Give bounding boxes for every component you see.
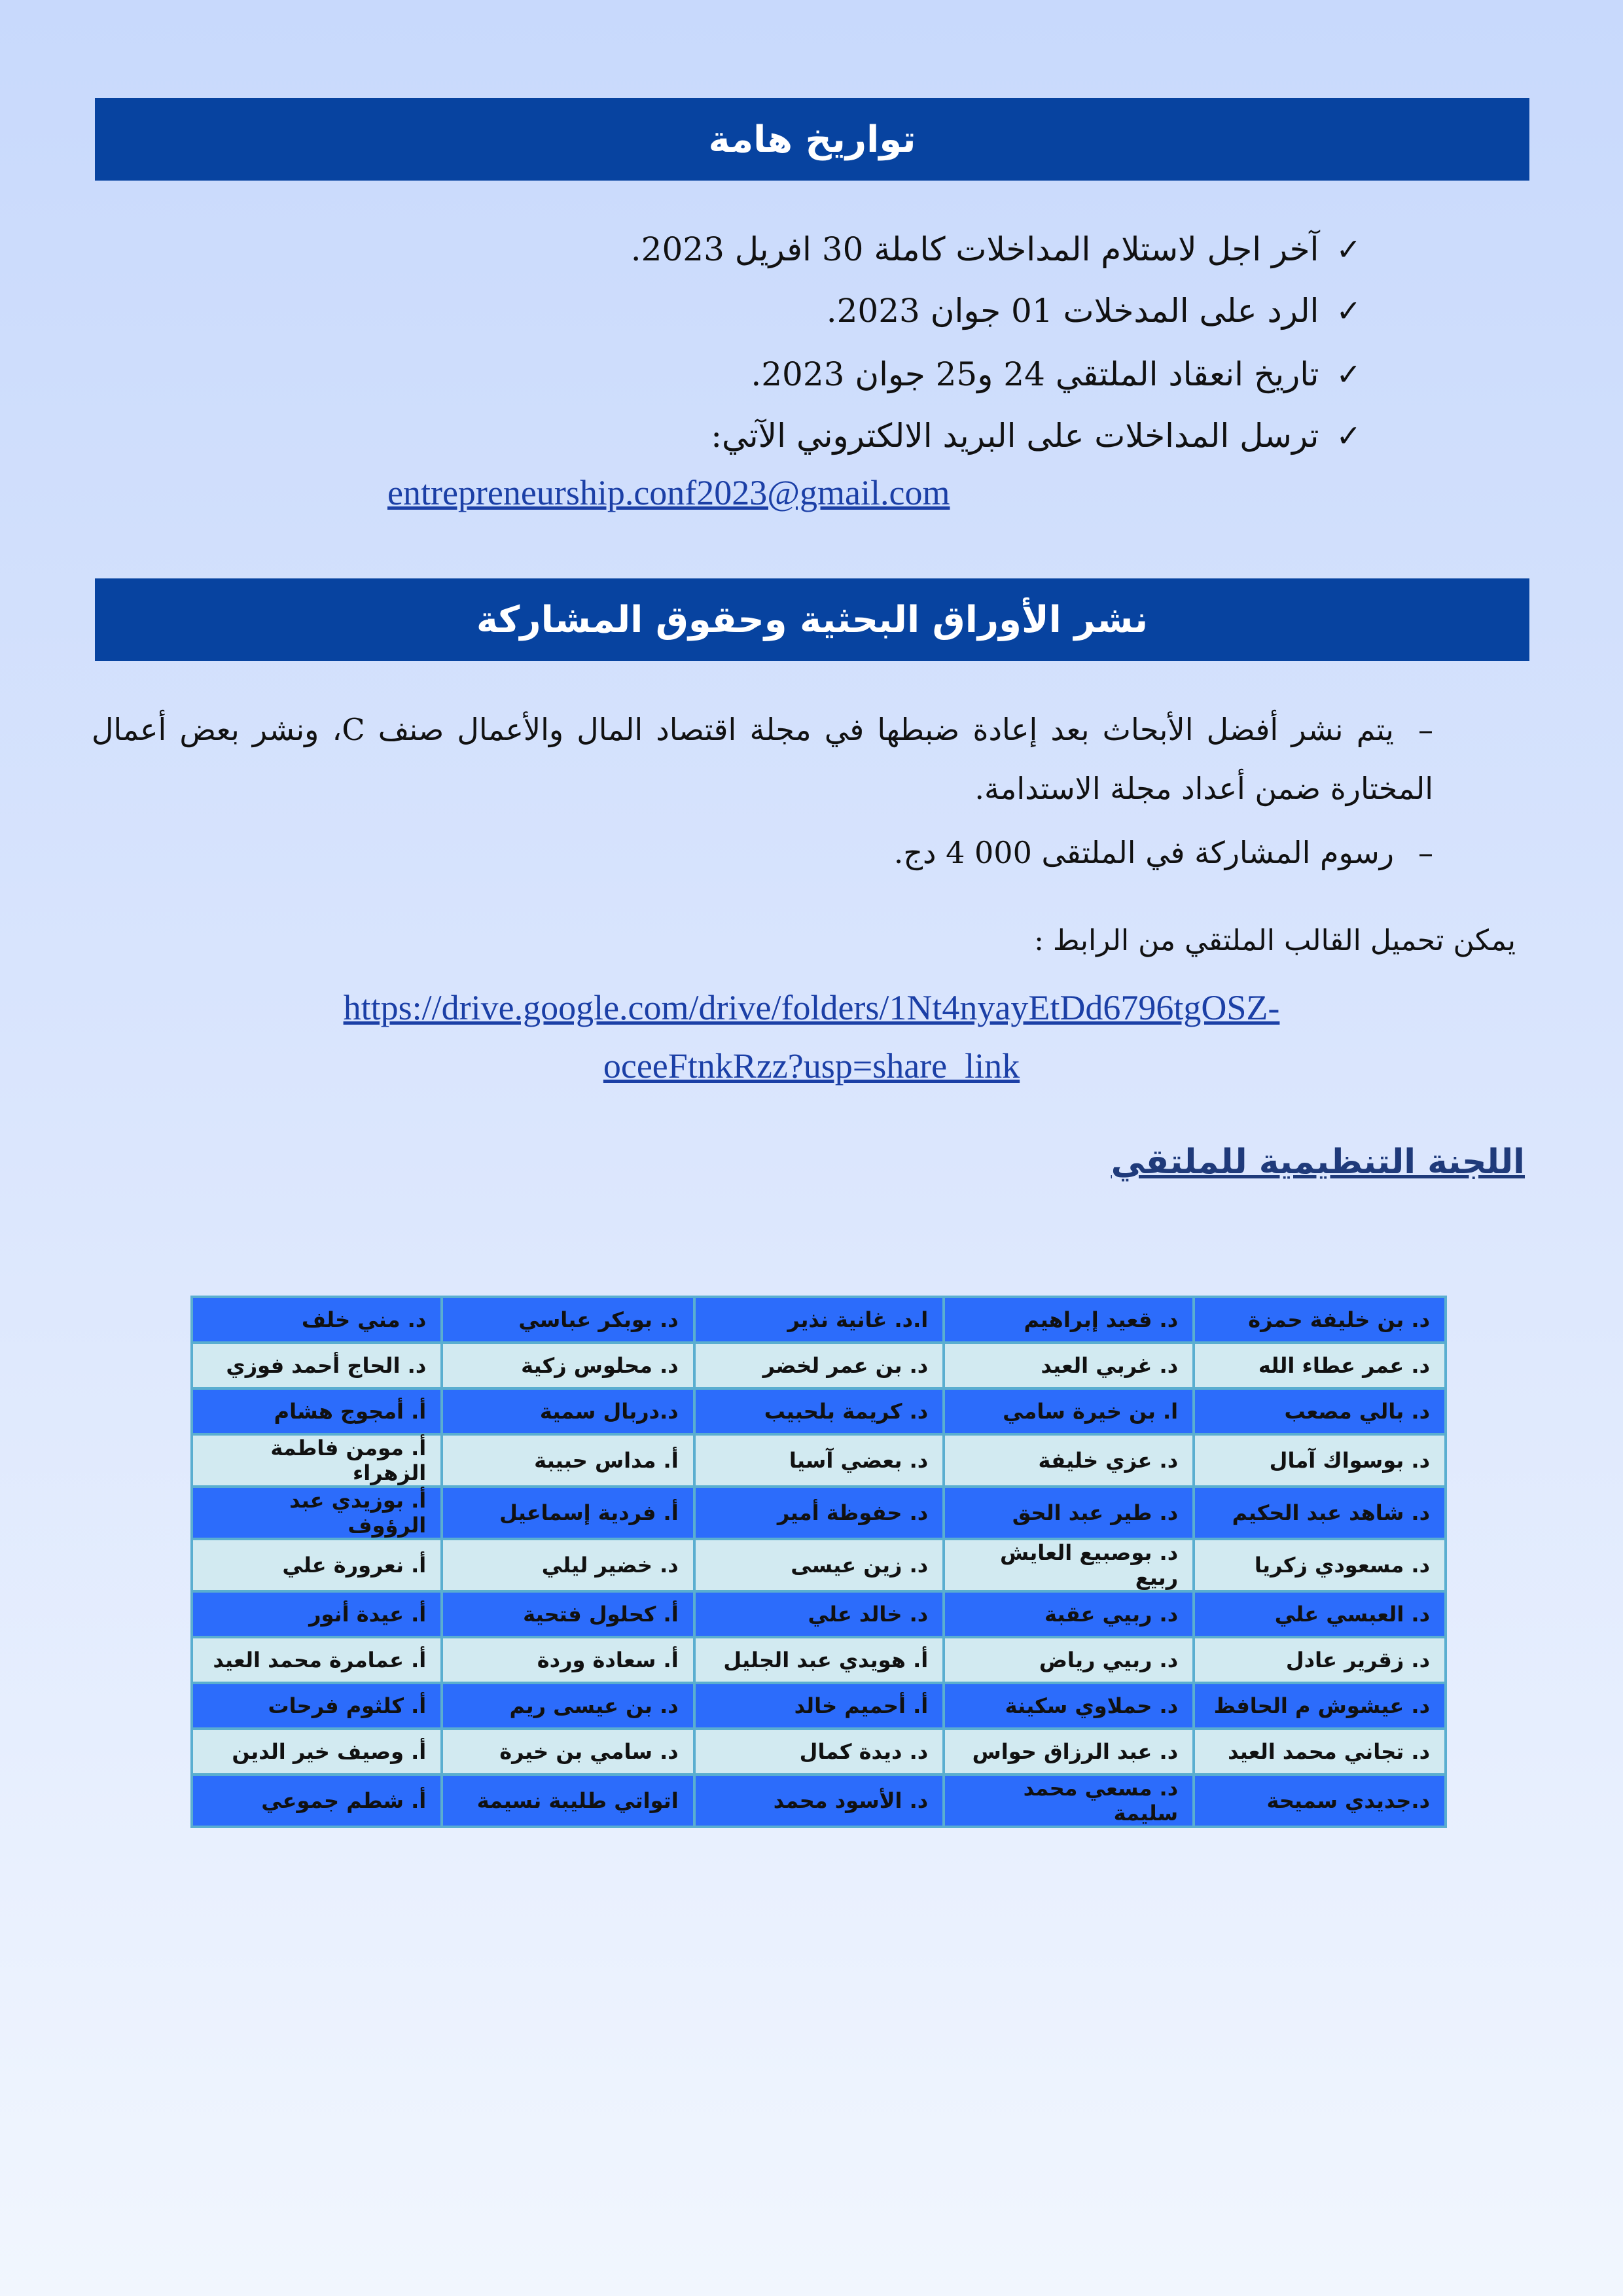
member-cell: د. بوسواك آمال [1194,1434,1446,1487]
publication-item [92,700,1433,818]
committee-table [190,1296,1447,1828]
member-cell: د. طير عبد الحق [944,1487,1194,1539]
member-cell: أ. عيدة أنور [192,1591,442,1637]
member-cell: د. ديدة كمال [694,1729,944,1775]
date-text: الرد على المدخلات 01 جوان 2023. [826,292,1319,330]
table-row [192,1591,1446,1637]
member-cell: د. مسعي محمد سليمة [944,1775,1194,1827]
member-cell: أ. هويدي عبد الجليل [694,1637,944,1683]
member-cell: د. بن عمر لخضر [694,1343,944,1388]
table-row [192,1637,1446,1683]
member-cell: د. خضير ليلي [442,1539,694,1591]
member-cell: د. زين عيسى [694,1539,944,1591]
member-cell: د. سامي بن خيرة [442,1729,694,1775]
table-row [192,1388,1446,1434]
date-item [827,292,1361,330]
member-cell: أ. سعادة وردة [442,1637,694,1683]
member-cell: د. مسعودي زكريا [1194,1539,1446,1591]
date-text: تاريخ انعقاد الملتقي 24 و25 جوان 2023. [751,355,1319,393]
member-cell: أ. كحلول فتحية [442,1591,694,1637]
member-cell: د. تجاني محمد العيد [1194,1729,1446,1775]
member-cell: د. غربي العيد [944,1343,1194,1388]
member-cell: د. بالي مصعب [1194,1388,1446,1434]
member-cell: د.دربال سمية [442,1388,694,1434]
member-cell: أ. شطم جموعي [192,1775,442,1827]
member-cell: د. بن عيسى ريم [442,1683,694,1729]
table-row [192,1683,1446,1729]
template-link-block [0,983,1623,1099]
member-cell: د. حملاوي سكينة [944,1683,1194,1729]
member-cell: د. عبد الرزاق حواس [944,1729,1194,1775]
member-cell: د. زقرير عادل [1194,1637,1446,1683]
check-icon: ✓ [1336,357,1361,392]
header-title: تواريخ هامة [708,118,916,161]
member-cell: ا. بن خيرة سامي [944,1388,1194,1434]
table-row [192,1775,1446,1827]
member-cell: د. خالد علي [694,1591,944,1637]
member-cell: د. العبسي علي [1194,1591,1446,1637]
table-row [192,1343,1446,1388]
dash-bullet: – [1418,712,1433,747]
member-cell: أ. بوزيدي عبد الرؤوف [192,1487,442,1539]
table-row [192,1729,1446,1775]
check-icon: ✓ [1336,418,1361,453]
member-cell: د. ربيي عقبة [944,1591,1194,1637]
dash-bullet: – [1418,835,1433,870]
member-cell: د. بعضي آسيا [694,1434,944,1487]
member-cell: د. الحاج أحمد فوزي [192,1343,442,1388]
table-row [192,1487,1446,1539]
member-cell: أ. مومن فاطمة الزهراء [192,1434,442,1487]
member-cell: أ. عمامرة محمد العيد [192,1637,442,1683]
member-cell: أ. فردية إسماعيل [442,1487,694,1539]
member-cell: د. شاهد عبد الحكيم [1194,1487,1446,1539]
member-cell: د. ربيي رياض [944,1637,1194,1683]
publication-header [95,578,1529,661]
template-link-cont[interactable]: oceeFtnkRzz?usp=share_link [603,1046,1020,1086]
member-cell: د.جديدي سميحة [1194,1775,1446,1827]
member-cell: د. عيشوش م الحافظ [1194,1683,1446,1729]
member-cell: أ. مداس حبيبة [442,1434,694,1487]
publication-text: يتم نشر أفضل الأبحاث بعد إعادة ضبطها في مجلة اقتصاد المال والأعمال صنف C، ونشر بعض أعمال المختارة ضمن أعداد مجلة الاستدامة. [92,712,1433,806]
member-cell: د. بوبكر عباسي [442,1297,694,1343]
member-cell: د. الأسود محمد [694,1775,944,1827]
table-row [192,1297,1446,1343]
member-cell: اتواتي طليبة نسيمة [442,1775,694,1827]
date-item [631,230,1361,268]
date-item [751,355,1361,393]
date-item [711,417,1361,455]
member-cell: أ. وصيف خير الدين [192,1729,442,1775]
member-cell: د. بوصبيع العايش ربيع [944,1539,1194,1591]
header-title: نشر الأوراق البحثية وحقوق المشاركة [476,598,1149,641]
member-cell: د. كريمة بلحبيب [694,1388,944,1434]
important-dates-header [95,98,1529,181]
member-cell: د. حفوظة أمير [694,1487,944,1539]
member-cell: أ. أحميم خالد [694,1683,944,1729]
member-cell: د. مني خلف [192,1297,442,1343]
date-text: ترسل المداخلات على البريد الالكتروني الآتي: [711,417,1319,455]
member-cell: د. عمر عطاء الله [1194,1343,1446,1388]
table-row [192,1539,1446,1591]
member-cell: د. عزي خليفة [944,1434,1194,1487]
fee-text: رسوم المشاركة في الملتقى 000 4 دج. [893,835,1394,870]
check-icon: ✓ [1336,232,1361,267]
member-cell: أ. كلثوم فرحات [192,1683,442,1729]
date-text: آخر اجل لاستلام المداخلات كاملة 30 افريل 2023. [630,230,1319,268]
member-cell: د. بن خليفة حمزة [1194,1297,1446,1343]
member-cell: د. قعيد إبراهيم [944,1297,1194,1343]
template-label: يمكن تحميل القالب الملتقي من الرابط : [1034,924,1516,957]
committee-title: اللجنة التنظيمية للملتقي [1111,1142,1525,1182]
member-cell: ا.د. غانية نذير [694,1297,944,1343]
member-cell: د. محلوس زكية [442,1343,694,1388]
template-link[interactable]: https://drive.google.com/drive/folders/1Nt4nyayEtDd6796tgOSZ- [343,988,1280,1027]
check-icon: ✓ [1336,293,1361,328]
member-cell: أ. نعرورة علي [192,1539,442,1591]
fee-item [92,823,1433,882]
table-row [192,1434,1446,1487]
email-link[interactable]: entrepreneurship.conf2023@gmail.com [387,473,950,512]
member-cell: أ. أمجوج هشام [192,1388,442,1434]
